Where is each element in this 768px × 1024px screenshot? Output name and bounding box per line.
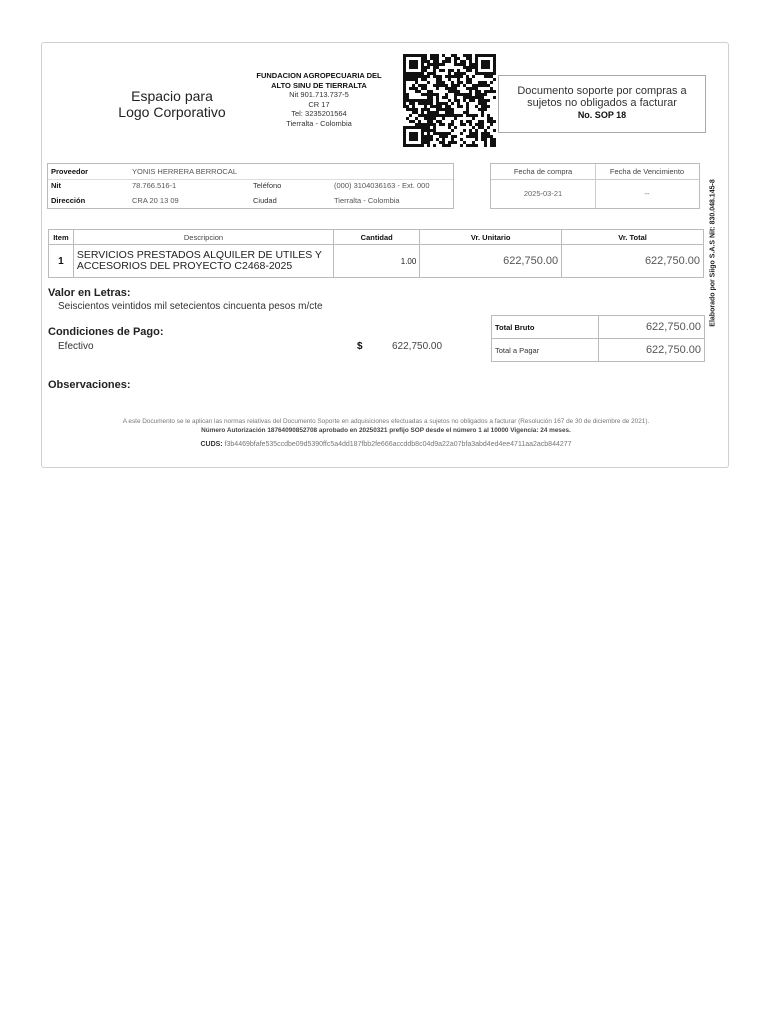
provider-name: YONIS HERRERA BERROCAL (132, 167, 238, 176)
total-bruto-value: 622,750.00 (599, 316, 705, 339)
total-pagar-label: Total a Pagar (492, 339, 599, 362)
provider-nit: 78.766.516-1 (132, 181, 177, 190)
address-label: Dirección (51, 196, 86, 205)
document-title-line1: Documento soporte por compras a (517, 85, 687, 97)
company-nit: Nit 901.713.737-5 (289, 90, 349, 99)
provider-city: Tierralta - Colombia (334, 196, 400, 205)
provider-phone: (000) 3104036163 - Ext. 000 (334, 181, 430, 190)
logo-line2: Logo Corporativo (118, 104, 226, 120)
provider-label: Proveedor (51, 167, 89, 176)
document-number: No. SOP 18 (577, 110, 627, 120)
payment-method: Efectivo (58, 341, 94, 352)
items-table (48, 229, 704, 278)
row-unit-value: 622,750.00 (420, 245, 562, 278)
cuds-line (52, 441, 720, 448)
header-item: Item (49, 230, 74, 245)
company-name-line2: ALTO SINU DE TIERRALTA (271, 80, 367, 90)
payment-amount: 622,750.00 (392, 341, 443, 352)
header-quantity: Cantidad (334, 230, 420, 245)
nit-row (48, 179, 453, 193)
phone-label: Teléfono (253, 181, 282, 190)
document-title-box (498, 75, 706, 133)
payment-label: Condiciones de Pago: (48, 326, 164, 338)
total-bruto-label: Total Bruto (492, 316, 599, 339)
totals-table (491, 315, 705, 362)
company-info (240, 71, 398, 128)
row-description-line1: SERVICIOS PRESTADOS ALQUILER DE UTILES Y (76, 249, 322, 261)
qr-code-icon (402, 53, 496, 149)
amount-in-words: Seiscientos veintidos mil setecientos cincuenta pesos m/cte (58, 301, 323, 312)
header-unit-value: Vr. Unitario (420, 230, 562, 245)
observations-label: Observaciones: (48, 379, 131, 391)
provider-box (47, 163, 454, 209)
address-row (48, 194, 453, 208)
payment-currency: $ (357, 341, 363, 352)
row-item: 1 (49, 245, 74, 278)
cuds-value: f3b4469bfafe535ccdbe09d5390ffc5a4dd187fbb2fe666accddb8c04d9a22a07bfa3abd4ed4ee4711aa2acb844277 (224, 441, 572, 448)
legal-line1: A este Documento se le aplican las normas relativas del Documento Soporte en adquisiciones efectuadas a sujetos no obligados a facturar (Resolución 167 de 30 de diciembre de 2021). (122, 418, 650, 425)
provider-address: CRA 20 13 09 (132, 196, 179, 205)
row-total-value: 622,750.00 (562, 245, 704, 278)
header-total-value: Vr. Total (562, 230, 704, 245)
vertical-note-text: Elaborado por Siigo S.A.S Nit: 830.048.145-8 (709, 179, 717, 327)
company-city: Tierralta - Colombia (286, 118, 352, 128)
company-address: CR 17 (308, 99, 330, 109)
total-pagar-row (492, 339, 705, 362)
row-description-line2: ACCESORIOS DEL PROYECTO C2468-2025 (76, 260, 293, 272)
document-title-line2: sujetos no obligados a facturar (527, 97, 677, 109)
nit-label: Nit (51, 181, 61, 190)
document-sheet (41, 42, 729, 468)
logo-line1: Espacio para (131, 88, 213, 104)
company-phone: Tel: 3235201564 (291, 109, 347, 118)
due-date-label: Fecha de Vencimiento (595, 164, 699, 180)
row-description (73, 245, 333, 278)
items-header-row (49, 230, 704, 245)
purchase-date-label: Fecha de compra (491, 164, 596, 180)
total-pagar-value: 622,750.00 (599, 339, 705, 362)
total-bruto-row (492, 316, 705, 339)
legal-line2: Número Autorización 18764090852708 aprobado en 20250321 prefijo SOP desde el número 1 al 10000 Vigencia: 24 meses. (201, 427, 571, 434)
vertical-note (702, 173, 724, 333)
logo-placeholder (112, 88, 232, 120)
company-name-line1: FUNDACION AGROPECUARIA DEL (256, 71, 382, 80)
due-date: -- (644, 189, 650, 198)
words-label: Valor en Letras: (48, 287, 131, 299)
row-quantity: 1.00 (334, 245, 420, 278)
purchase-date: 2025-03-21 (491, 180, 596, 208)
city-label: Ciudad (253, 196, 277, 205)
legal-notice (52, 417, 720, 435)
provider-row (48, 165, 453, 180)
cuds-label: CUDS: (200, 441, 223, 448)
table-row (49, 245, 704, 278)
header-description: Descripcion (73, 230, 333, 245)
dates-box (490, 163, 700, 209)
